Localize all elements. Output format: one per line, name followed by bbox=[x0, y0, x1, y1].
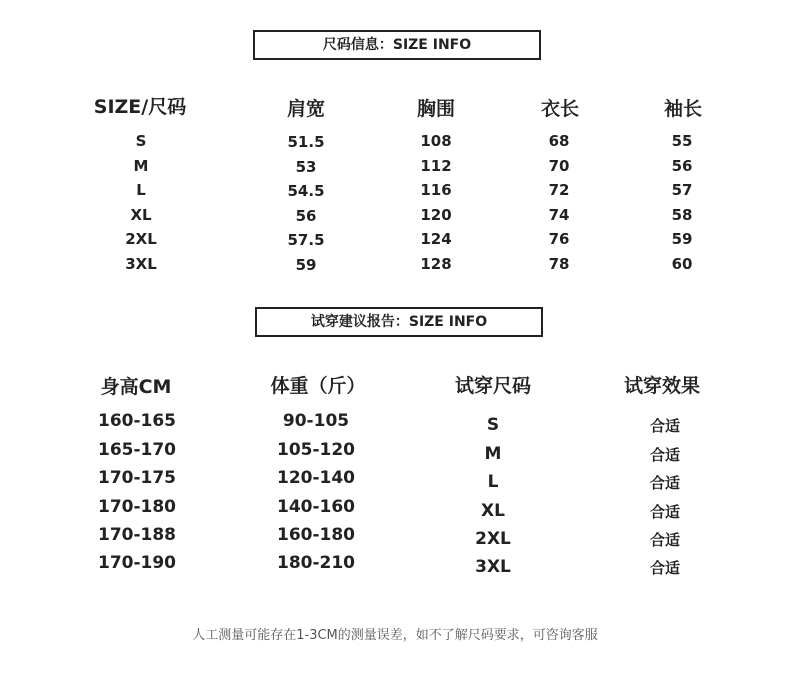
chest-cell: 116 bbox=[420, 181, 452, 199]
size-cell: 3XL bbox=[125, 255, 157, 273]
trial-fit-cell: 合适 bbox=[649, 531, 681, 549]
chest-cell: 112 bbox=[420, 157, 452, 175]
weight-cell: 105-120 bbox=[276, 440, 356, 460]
length-cell: 76 bbox=[548, 230, 570, 248]
height-cell: 170-180 bbox=[97, 497, 177, 517]
sleeve-cell: 60 bbox=[671, 255, 693, 273]
trial-size-cell: XL bbox=[481, 501, 505, 521]
header-trial-size: 试穿尺码 bbox=[454, 375, 532, 397]
header-weight: 体重（斤） bbox=[270, 375, 366, 397]
height-cell: 170-175 bbox=[97, 468, 177, 488]
weight-cell: 90-105 bbox=[282, 411, 350, 431]
header-trial-fit: 试穿效果 bbox=[623, 375, 701, 397]
trial-size-cell: 3XL bbox=[475, 557, 511, 577]
trial-fit-cell: 合适 bbox=[649, 559, 681, 577]
trial-fit-cell: 合适 bbox=[649, 503, 681, 521]
size-cell: L bbox=[136, 181, 146, 199]
sleeve-cell: 56 bbox=[671, 157, 693, 175]
length-cell: 70 bbox=[548, 157, 570, 175]
trial-fit-cell: 合适 bbox=[649, 446, 681, 464]
chest-cell: 124 bbox=[420, 230, 452, 248]
header-chest: 胸围 bbox=[416, 98, 456, 120]
trial-fit-cell: 合适 bbox=[649, 474, 681, 492]
shoulder-cell: 54.5 bbox=[287, 182, 325, 200]
sleeve-cell: 55 bbox=[671, 132, 693, 150]
size-cell: S bbox=[135, 132, 147, 150]
size-cell: XL bbox=[130, 206, 152, 224]
height-cell: 165-170 bbox=[97, 440, 177, 460]
size-cell: 2XL bbox=[125, 230, 157, 248]
shoulder-cell: 51.5 bbox=[287, 133, 325, 151]
height-cell: 170-190 bbox=[97, 553, 177, 573]
length-cell: 78 bbox=[548, 255, 570, 273]
size-info-title: 尺码信息：SIZE INFO bbox=[253, 30, 541, 60]
sleeve-cell: 59 bbox=[671, 230, 693, 248]
height-cell: 170-188 bbox=[97, 525, 177, 545]
length-cell: 74 bbox=[548, 206, 570, 224]
shoulder-cell: 57.5 bbox=[287, 231, 325, 249]
shoulder-cell: 56 bbox=[295, 207, 317, 225]
shoulder-cell: 59 bbox=[295, 256, 317, 274]
header-sleeve: 袖长 bbox=[663, 98, 703, 120]
header-shoulder: 肩宽 bbox=[286, 98, 326, 120]
shoulder-cell: 53 bbox=[295, 158, 317, 176]
fit-report-title: 试穿建议报告：SIZE INFO bbox=[255, 307, 543, 337]
length-cell: 68 bbox=[548, 132, 570, 150]
length-cell: 72 bbox=[548, 181, 570, 199]
size-cell: M bbox=[133, 157, 149, 175]
chest-cell: 128 bbox=[420, 255, 452, 273]
measurement-note: 人工测量可能存在1-3CM的测量误差，如不了解尺码要求，可咨询客服 bbox=[192, 628, 598, 643]
chest-cell: 108 bbox=[420, 132, 452, 150]
weight-cell: 120-140 bbox=[276, 468, 356, 488]
trial-size-cell: M bbox=[484, 444, 502, 464]
sleeve-cell: 57 bbox=[671, 181, 693, 199]
trial-size-cell: 2XL bbox=[475, 529, 511, 549]
trial-size-cell: L bbox=[487, 472, 499, 492]
trial-size-cell: S bbox=[486, 415, 500, 435]
weight-cell: 140-160 bbox=[276, 497, 356, 517]
header-length: 衣长 bbox=[540, 98, 580, 120]
height-cell: 160-165 bbox=[97, 411, 177, 431]
header-size: SIZE/尺码 bbox=[93, 96, 187, 118]
weight-cell: 160-180 bbox=[276, 525, 356, 545]
trial-fit-cell: 合适 bbox=[649, 417, 681, 435]
sleeve-cell: 58 bbox=[671, 206, 693, 224]
chest-cell: 120 bbox=[420, 206, 452, 224]
weight-cell: 180-210 bbox=[276, 553, 356, 573]
header-height: 身高CM bbox=[100, 376, 172, 398]
